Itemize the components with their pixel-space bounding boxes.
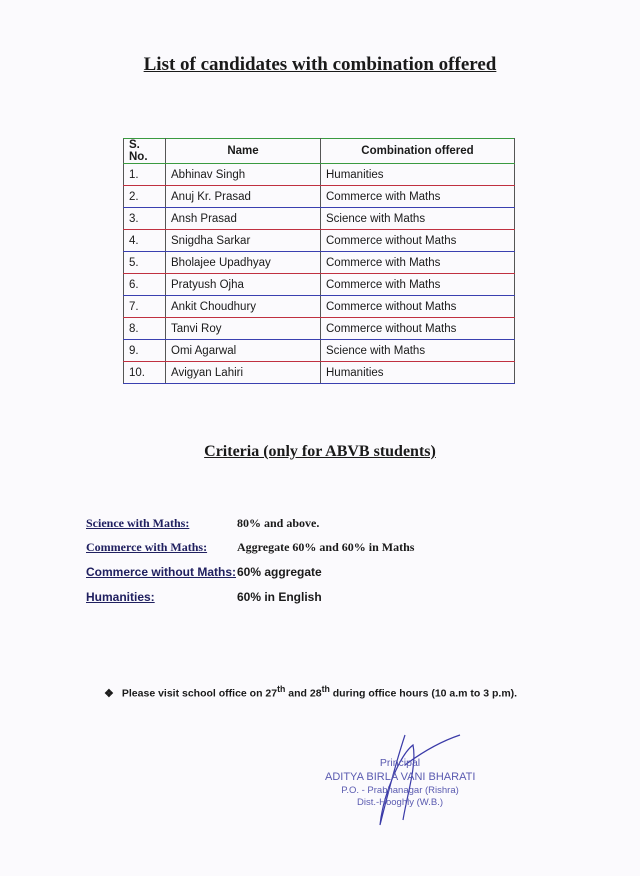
cell-name: Tanvi Roy <box>166 318 321 340</box>
table-row <box>124 208 515 230</box>
criteria-value: 60% aggregate <box>237 565 322 579</box>
cell-name: Anuj Kr. Prasad <box>166 186 321 208</box>
stamp-principal: Principal <box>379 757 421 769</box>
cell-sno: 3. <box>124 208 166 230</box>
header-name: Name <box>166 139 321 164</box>
page-title: List of candidates with combination offered <box>143 54 497 75</box>
cell-combination: Commerce with Maths <box>321 274 515 296</box>
cell-name: Bholajee Upadhyay <box>166 252 321 274</box>
cell-sno: 1. <box>124 164 166 186</box>
cell-sno: 4. <box>124 230 166 252</box>
cell-combination: Commerce without Maths <box>321 296 515 318</box>
cell-combination: Humanities <box>321 164 515 186</box>
cell-sno: 10. <box>124 362 166 384</box>
criteria-value: Aggregate 60% and 60% in Maths <box>237 540 415 554</box>
principal-stamp <box>325 725 485 835</box>
cell-name: Avigyan Lahiri <box>166 362 321 384</box>
table-row <box>124 186 515 208</box>
note-superscript: th <box>321 684 330 694</box>
diamond-bullet-icon: ❖ <box>104 687 114 700</box>
cell-name: Abhinav Singh <box>166 164 321 186</box>
cell-combination: Commerce with Maths <box>321 252 515 274</box>
stamp-district: Dist.-Hooghly (W.B.) <box>356 797 444 808</box>
table-row <box>124 362 515 384</box>
cell-combination: Science with Maths <box>321 208 515 230</box>
candidates-table <box>123 138 515 384</box>
cell-combination: Commerce without Maths <box>321 230 515 252</box>
note-text-end: during office hours (10 a.m to 3 p.m). <box>329 687 518 700</box>
table-row <box>124 230 515 252</box>
cell-combination: Science with Maths <box>321 340 515 362</box>
cell-name: Omi Agarwal <box>166 340 321 362</box>
cell-sno: 9. <box>124 340 166 362</box>
criteria-value: 80% and above. <box>237 516 320 530</box>
note-text-middle: and 28 <box>285 687 322 700</box>
note-superscript: th <box>277 684 286 694</box>
table-row <box>124 274 515 296</box>
stamp-po: P.O. - Prabhanagar (Rishra) <box>341 785 459 796</box>
cell-name: Snigdha Sarkar <box>166 230 321 252</box>
criteria-label: Humanities: <box>86 590 155 604</box>
cell-sno: 7. <box>124 296 166 318</box>
header-combination: Combination offered <box>321 139 515 164</box>
cell-combination: Commerce with Maths <box>321 186 515 208</box>
table-row <box>124 340 515 362</box>
criteria-label: Commerce without Maths: <box>86 565 237 579</box>
cell-sno: 8. <box>124 318 166 340</box>
note-text-start: Please visit school office on 27 <box>121 687 278 700</box>
criteria-label: Science with Maths: <box>86 516 190 530</box>
cell-sno: 6. <box>124 274 166 296</box>
cell-name: Ansh Prasad <box>166 208 321 230</box>
cell-name: Pratyush Ojha <box>166 274 321 296</box>
header-sno: S. No. <box>124 139 166 164</box>
cell-name: Ankit Choudhury <box>166 296 321 318</box>
table-header-row <box>124 139 515 164</box>
table-row <box>124 318 515 340</box>
criteria-title: Criteria (only for ABVB students) <box>204 443 436 460</box>
cell-sno: 5. <box>124 252 166 274</box>
table-row <box>124 252 515 274</box>
criteria-value: 60% in English <box>237 590 322 604</box>
cell-sno: 2. <box>124 186 166 208</box>
table-row <box>124 164 515 186</box>
cell-combination: Humanities <box>321 362 515 384</box>
stamp-school-name: ADITYA BIRLA VANI BHARATI <box>325 771 476 783</box>
criteria-label: Commerce with Maths: <box>86 540 208 554</box>
office-visit-note <box>104 684 517 700</box>
cell-combination: Commerce without Maths <box>321 318 515 340</box>
table-row <box>124 296 515 318</box>
